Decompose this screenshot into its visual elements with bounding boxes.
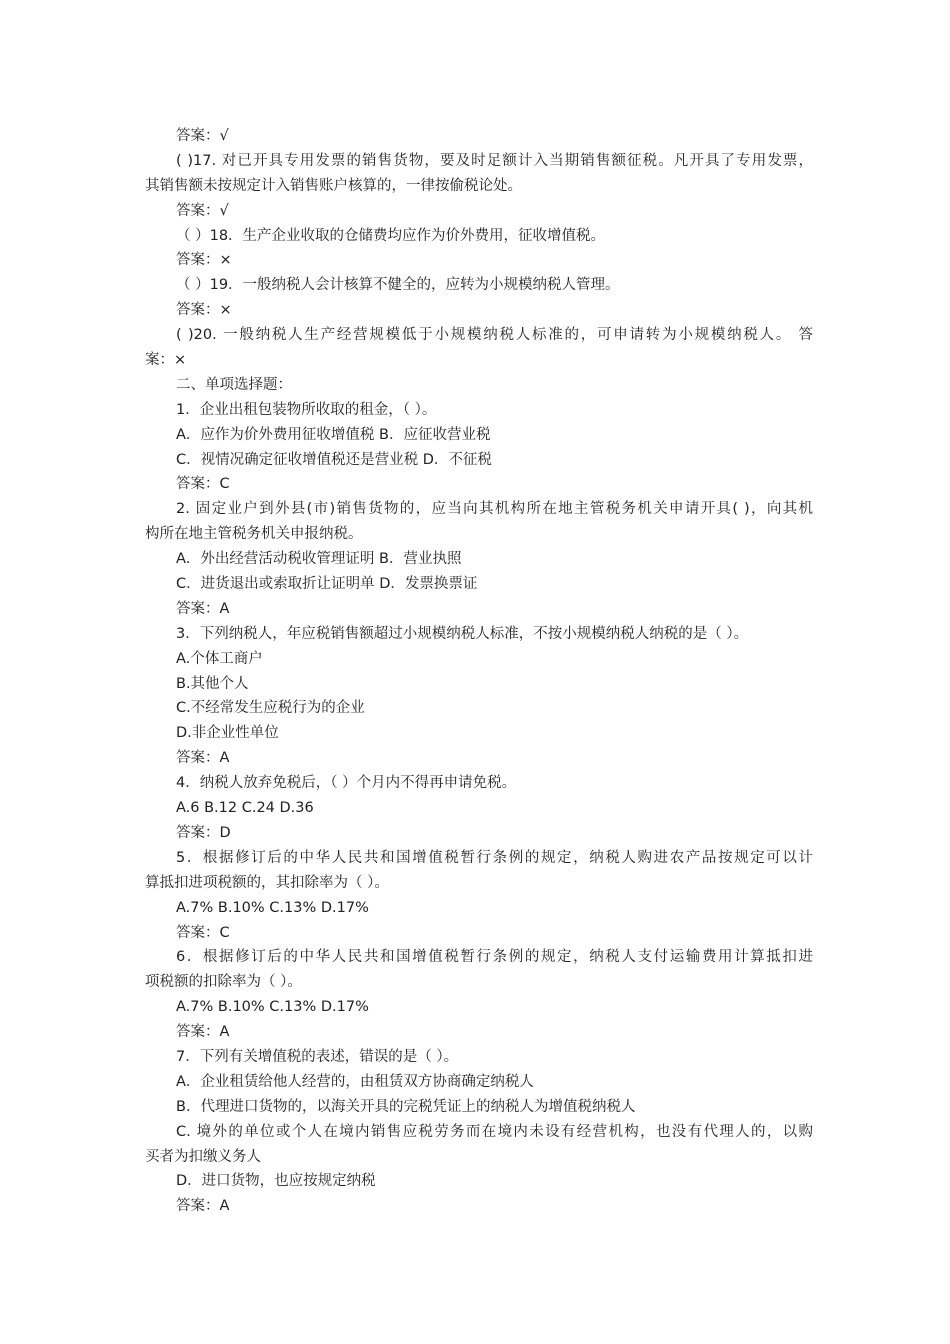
answer-line: 答案：A (176, 750, 230, 767)
answer-line: 答案：C (176, 476, 230, 493)
answer-continuation-line: 案：× (145, 352, 187, 369)
answer-line: 答案：√ (176, 128, 229, 144)
answer-line: 答案：× (176, 302, 232, 319)
option-line: B．代理进口货物的，以海关开具的完税凭证上的纳税人为增值税纳税人 (176, 1098, 636, 1115)
option-line: D．进口货物，也应按规定纳税 (176, 1173, 376, 1190)
option-line: A.个体工商户 (176, 650, 263, 667)
option-line: D.非企业性单位 (176, 725, 279, 742)
option-line: A.7% B.10% C.13% D.17% (176, 899, 369, 916)
option-continuation-line: 买者为扣缴义务人 (145, 1148, 261, 1165)
question-line: （ ）19．一般纳税人会计核算不健全的，应转为小规模纳税人管理。 (176, 277, 620, 294)
question-line: 7．下列有关增值税的表述，错误的是（ ）。 (176, 1048, 459, 1065)
question-line: 3．下列纳税人，年应税销售额超过小规模纳税人标准，不按小规模纳税人纳税的是（ ）。 (176, 625, 749, 642)
question-continuation-line: 项税额的扣除率为（ ）。 (145, 974, 302, 991)
option-line: C.不经常发生应税行为的企业 (176, 700, 365, 717)
answer-line: 答案：D (176, 824, 231, 841)
option-line: A．企业租赁给他人经营的，由租赁双方协商确定纳税人 (176, 1073, 534, 1090)
answer-line: 答案：× (176, 252, 232, 269)
question-line: 1．企业出租包装物所收取的租金，（ ）。 (176, 401, 437, 418)
question-continuation-line: 其销售额未按规定计入销售账户核算的，一律按偷税论处。 (145, 177, 522, 194)
answer-line: 答案：A (176, 1198, 230, 1215)
question-line: 4．纳税人放弃免税后，（ ）个月内不得再申请免税。 (176, 775, 517, 792)
answer-line: 答案：A (176, 600, 230, 617)
option-line: B.其他个人 (176, 675, 249, 692)
question-line: ( )20. 一般纳税人生产经营规模低于小规模纳税人标准的，可申请转为小规模纳税人。 答 (176, 327, 813, 344)
option-line: A．外出经营活动税收管理证明 B．营业执照 (176, 551, 462, 568)
answer-line: 答案：C (176, 924, 230, 941)
section-heading: 二、单项选择题： (176, 376, 292, 393)
option-line: A．应作为价外费用征收增值税 B．应征收营业税 (176, 426, 491, 443)
question-line: 6．根据修订后的中华人民共和国增值税暂行条例的规定，纳税人支付运输费用计算抵扣进 (176, 949, 813, 966)
answer-line: 答案：A (176, 1024, 230, 1041)
document-body (145, 124, 813, 1219)
option-line: A.7% B.10% C.13% D.17% (176, 999, 369, 1016)
option-line: C. 境外的单位或个人在境内销售应税劳务而在境内未设有经营机构，也没有代理人的，以购 (176, 1123, 813, 1140)
question-line: ( )17. 对已开具专用发票的销售货物，要及时足额计入当期销售额征税。凡开具了专用发票， (176, 152, 813, 169)
option-line: C．视情况确定征收增值税还是营业税 D．不征税 (176, 451, 492, 468)
question-continuation-line: 构所在地主管税务机关申报纳税。 (145, 526, 363, 543)
question-line: 2. 固定业户到外县(市)销售货物的，应当向其机构所在地主管税务机关申请开具( )，向其机 (176, 501, 813, 518)
answer-line: 答案：√ (176, 202, 229, 219)
question-line: （ ）18．生产企业收取的仓储费均应作为价外费用，征收增值税。 (176, 227, 606, 244)
question-continuation-line: 算抵扣进项税额的，其扣除率为（ ）。 (145, 874, 389, 891)
option-line: C．进货退出或索取折让证明单 D．发票换票证 (176, 576, 478, 593)
question-line: 5．根据修订后的中华人民共和国增值税暂行条例的规定，纳税人购进农产品按规定可以计 (176, 849, 813, 866)
option-line: A.6 B.12 C.24 D.36 (176, 800, 314, 817)
